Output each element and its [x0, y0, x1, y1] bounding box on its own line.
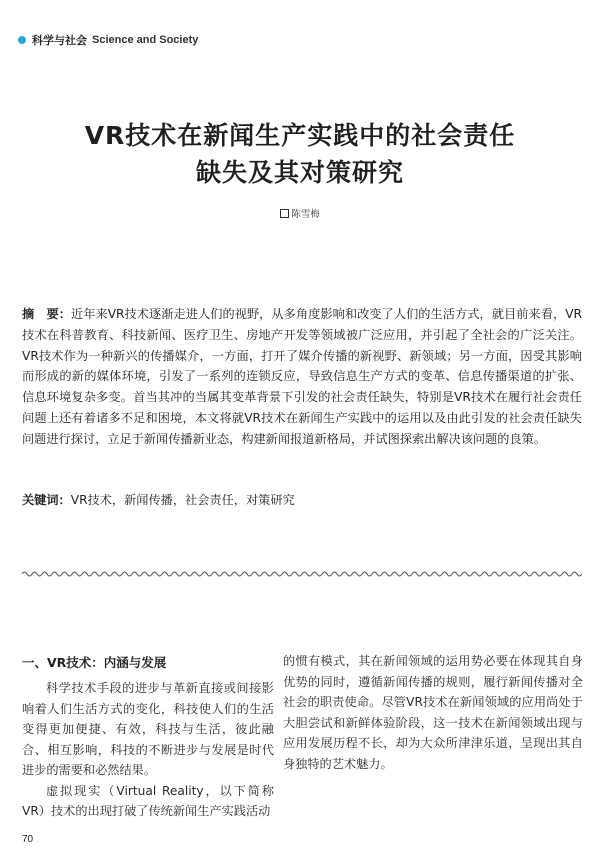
keywords — [22, 491, 582, 508]
wavy-divider — [22, 568, 582, 580]
page-number: 70 — [22, 834, 34, 845]
keywords-text: VR技术，新闻传播，社会责任，对策研究 — [70, 493, 295, 507]
article-title-line-2: 缺失及其对策研究 — [195, 158, 404, 187]
author-line — [0, 206, 600, 220]
right-column-body — [283, 651, 583, 774]
left-column-body — [22, 678, 274, 822]
section-name-en: Science and Society — [92, 34, 199, 46]
article-title — [0, 117, 600, 191]
paragraph: 虚拟现实（Virtual Reality，以下简称VR）技术的出现打破了传统新闻生产实践活动 — [22, 783, 274, 818]
section-bullet-icon — [18, 36, 26, 44]
keywords-label: 关键词： — [22, 493, 71, 507]
abstract-text: 近年来VR技术逐渐走进人们的视野，从多角度影响和改变了人们的生活方式，就目前来看，VR技术在科普教育、科技新闻、医疗卫生、房地产开发等领域被广泛应用，并引起了全社会的广泛关注。VR技术作为一种新兴的传播媒介，一方面，打开了媒介传播的新视野、新领域；另一方面，因受其影响而形成的新的媒体环境，引发了一系列的连锁反应，导致信息生产方式的变革、信息传播渠道的扩张、信息环境复杂多变。首当其冲的当属其变革背景下引发的社会责任缺失，特别是VR技术在履行社会责任问题上还有着诸多不足和困境，本文将就VR技术在新闻生产实践中的运用以及由此引发的社会责任缺失问题进行探讨，立足于新闻传播新业态，构建新闻报道新格局，并试图探索出解决该问题的良策。 — [22, 307, 582, 446]
paragraph: 的惯有模式，其在新闻领域的运用势必要在体现其自身优势的同时，遵循新闻传播的规则，履行新闻传播对全社会的职责使命。尽管VR技术在新闻领域的应用尚处于大胆尝试和新鲜体验阶段，这一技术在新闻领域出现与应用发展历程不长，却为大众所津津乐道，呈现出其自身独特的艺术魅力。 — [283, 654, 583, 771]
author-square-icon — [280, 209, 289, 218]
abstract — [22, 304, 582, 450]
section-heading: 一、VR技术：内涵与发展 — [22, 655, 167, 670]
section-name-cn: 科学与社会 — [32, 34, 87, 47]
author-name: 陈雪梅 — [291, 209, 320, 220]
article-title-line-1: VR技术在新闻生产实践中的社会责任 — [84, 121, 516, 150]
right-column — [283, 651, 583, 774]
left-column — [22, 654, 274, 822]
paragraph: 科学技术手段的进步与革新直接或间接影响着人们生活方式的变化，科技使人们的生活变得更加便捷、有效，科技与生活，彼此融合、相互影响，科技的不断进步与发展是时代进步的需要和必然结果。 — [22, 681, 274, 777]
section-header — [18, 30, 198, 50]
abstract-label: 摘 要： — [22, 307, 71, 321]
